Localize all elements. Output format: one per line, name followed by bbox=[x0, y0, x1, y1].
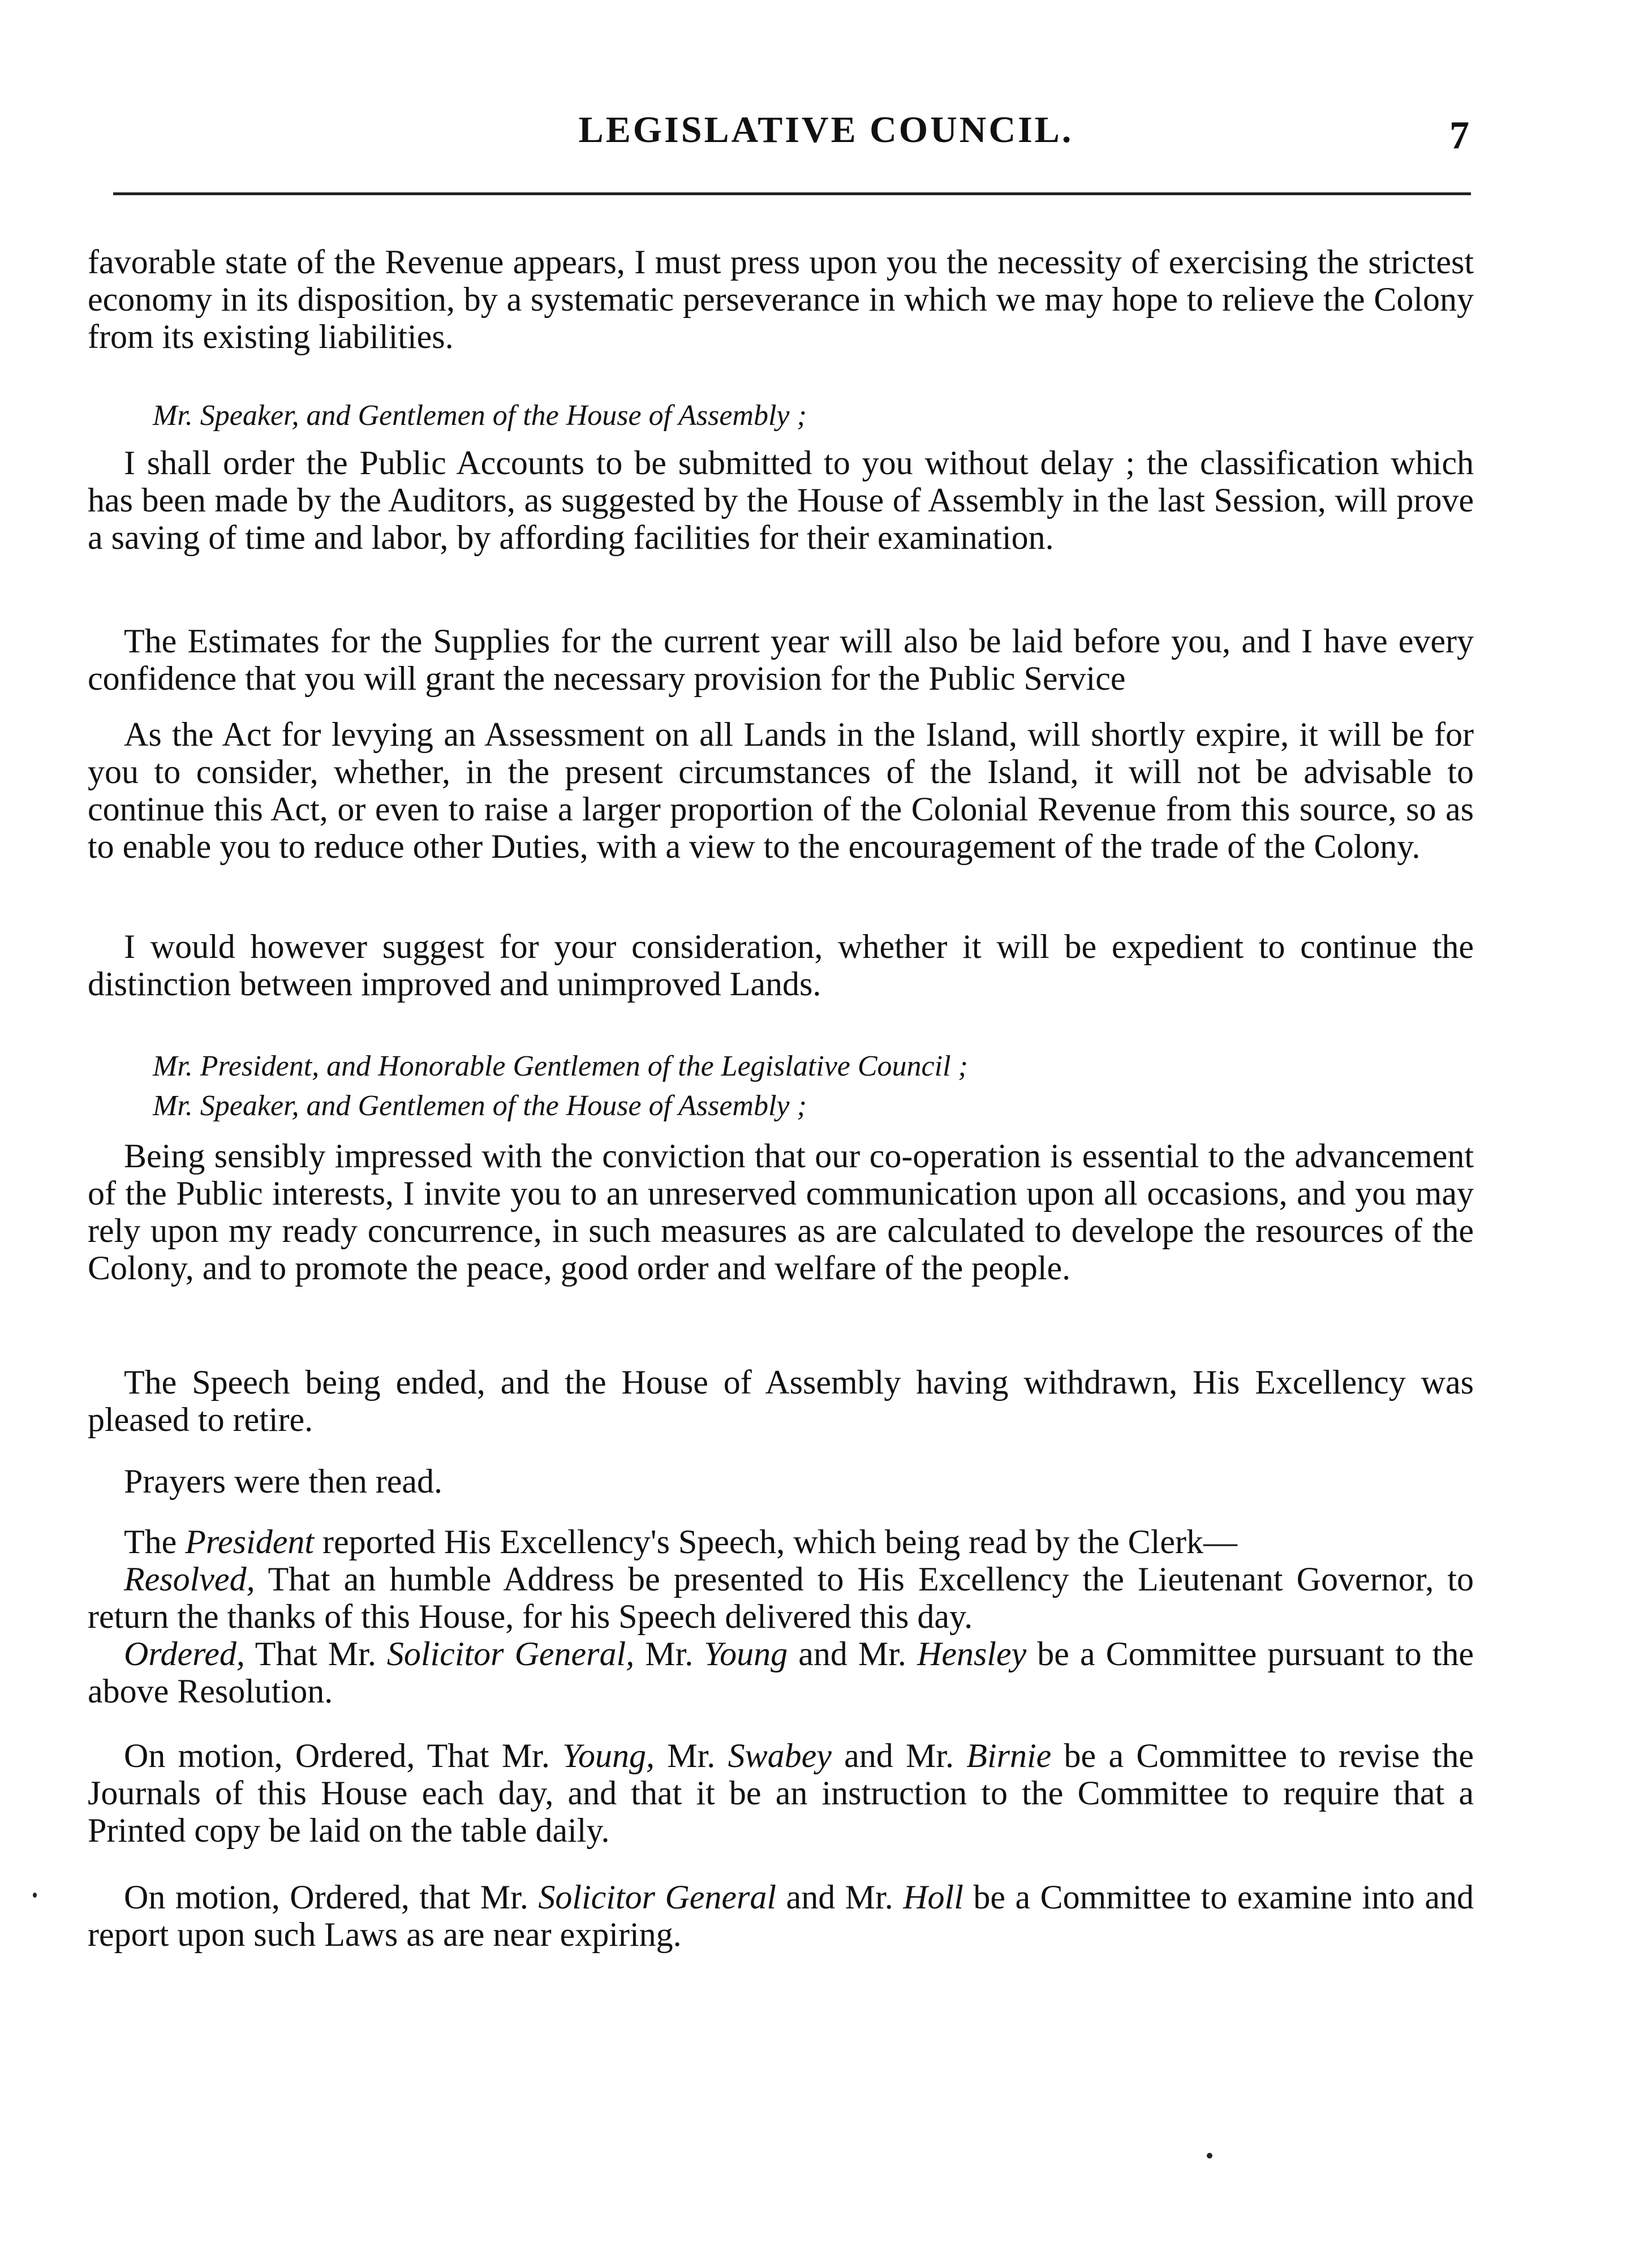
text-run: Mr. bbox=[634, 1635, 704, 1672]
page-number: 7 bbox=[1449, 114, 1469, 157]
text-run: That an humble Address be presented to His Excellency the Lieutenant Governor, to return the thanks of this House, for his Speech delivered this day. bbox=[88, 1560, 1474, 1635]
paragraph-estimates: The Estimates for the Supplies for the current year will also be laid before you, and I have every confidence that you will grant the necessary provision for the Public Service bbox=[88, 622, 1474, 697]
paragraph-co-operation: Being sensibly impressed with the conviction that our co-operation is essential to the advancement of the Public interests, I invite you to an unreserved communication upon all occasions, and you may rely upon my ready concurrence, in such measures as are calculated to develope the resources of the Colony, and to promote the peace, good order and welfare of the people. bbox=[88, 1137, 1474, 1287]
italic-swabey: Swabey bbox=[728, 1737, 832, 1774]
address-speaker: Mr. Speaker, and Gentlemen of the House of Assembly ; bbox=[153, 399, 807, 432]
text-run: and Mr. bbox=[788, 1635, 917, 1672]
ink-speck bbox=[1207, 2153, 1212, 2159]
text-run: be a Committee pursuant to the above Resolution. bbox=[88, 1635, 1474, 1710]
italic-solicitor-general: Solicitor General, bbox=[386, 1635, 635, 1672]
italic-ordered: Ordered, bbox=[124, 1635, 245, 1672]
italic-birnie: Birnie bbox=[966, 1737, 1052, 1774]
paragraph-land-assessment: As the Act for levying an Assessment on all Lands in the Island, will shortly expire, it will be for you to consider, whether, in the present circumstances of the Island, it will not be advisable to continue this Act, or even to raise a larger proportion of the Colonial Revenue from this source, so as to enable you to reduce other Duties, with a view to the encouragement of the trade of the Colony. bbox=[88, 716, 1474, 865]
running-title: LEGISLATIVE COUNCIL. bbox=[578, 109, 1074, 151]
italic-holl: Holl bbox=[903, 1878, 963, 1916]
paragraph-revenue: favorable state of the Revenue appears, I must press upon you the necessity of exercising the strictest economy in its disposition, by a systematic perseverance in which we may hope to relieve the Colony from its existing liabilities. bbox=[88, 243, 1474, 355]
paragraph-improved-lands: I would however suggest for your consideration, whether it will be expedient to continue the distinction between improved and unimproved Lands. bbox=[88, 928, 1474, 1003]
address-president: Mr. President, and Honorable Gentlemen of the Legislative Council ; bbox=[153, 1050, 968, 1082]
paragraph-laws-committee bbox=[88, 1878, 1474, 1953]
italic-young: Young bbox=[704, 1635, 788, 1672]
paragraph-ordered-committee bbox=[88, 1635, 1474, 1710]
italic-resolved: Resolved, bbox=[124, 1560, 255, 1598]
italic-solicitor-general: Solicitor General bbox=[538, 1878, 777, 1916]
text-run: The bbox=[124, 1523, 186, 1560]
paragraph-prayers: Prayers were then read. bbox=[124, 1463, 443, 1500]
address-speaker-2: Mr. Speaker, and Gentlemen of the House of Assembly ; bbox=[153, 1090, 807, 1122]
italic-president: President bbox=[185, 1523, 315, 1560]
ink-speck bbox=[33, 1893, 37, 1898]
paragraph-speech-ended: The Speech being ended, and the House of Assembly having withdrawn, His Excellency was pleased to retire. bbox=[88, 1364, 1474, 1438]
text-run: On motion, Ordered, That Mr. bbox=[124, 1737, 563, 1774]
text-run: and Mr. bbox=[776, 1878, 904, 1916]
text-run: On motion, Ordered, that Mr. bbox=[124, 1878, 539, 1916]
text-run: and Mr. bbox=[831, 1737, 967, 1774]
paragraph-president-reported bbox=[88, 1523, 1474, 1560]
text-run: be a Committee to examine into and report upon such Laws as are near expiring. bbox=[88, 1878, 1474, 1953]
italic-young: Young, bbox=[562, 1737, 655, 1774]
text-run: be a Committee to revise the Journals of this House each day, and that it be an instruction to the Committee to require that a Printed copy be laid on the table daily. bbox=[88, 1737, 1474, 1849]
header-rule bbox=[113, 192, 1471, 195]
text-run: That Mr. bbox=[244, 1635, 387, 1672]
text-run: reported His Excellency's Speech, which being read by the Clerk— bbox=[314, 1523, 1237, 1560]
text-run: Mr. bbox=[655, 1737, 728, 1774]
paragraph-resolved bbox=[88, 1560, 1474, 1635]
italic-hensley: Hensley bbox=[917, 1635, 1027, 1672]
paragraph-journals-committee bbox=[88, 1737, 1474, 1849]
paragraph-public-accounts: I shall order the Public Accounts to be submitted to you without delay ; the classification which has been made by the Auditors, as suggested by the House of Assembly in the last Session, will prove a saving of time and labor, by affording facilities for their examination. bbox=[88, 444, 1474, 556]
